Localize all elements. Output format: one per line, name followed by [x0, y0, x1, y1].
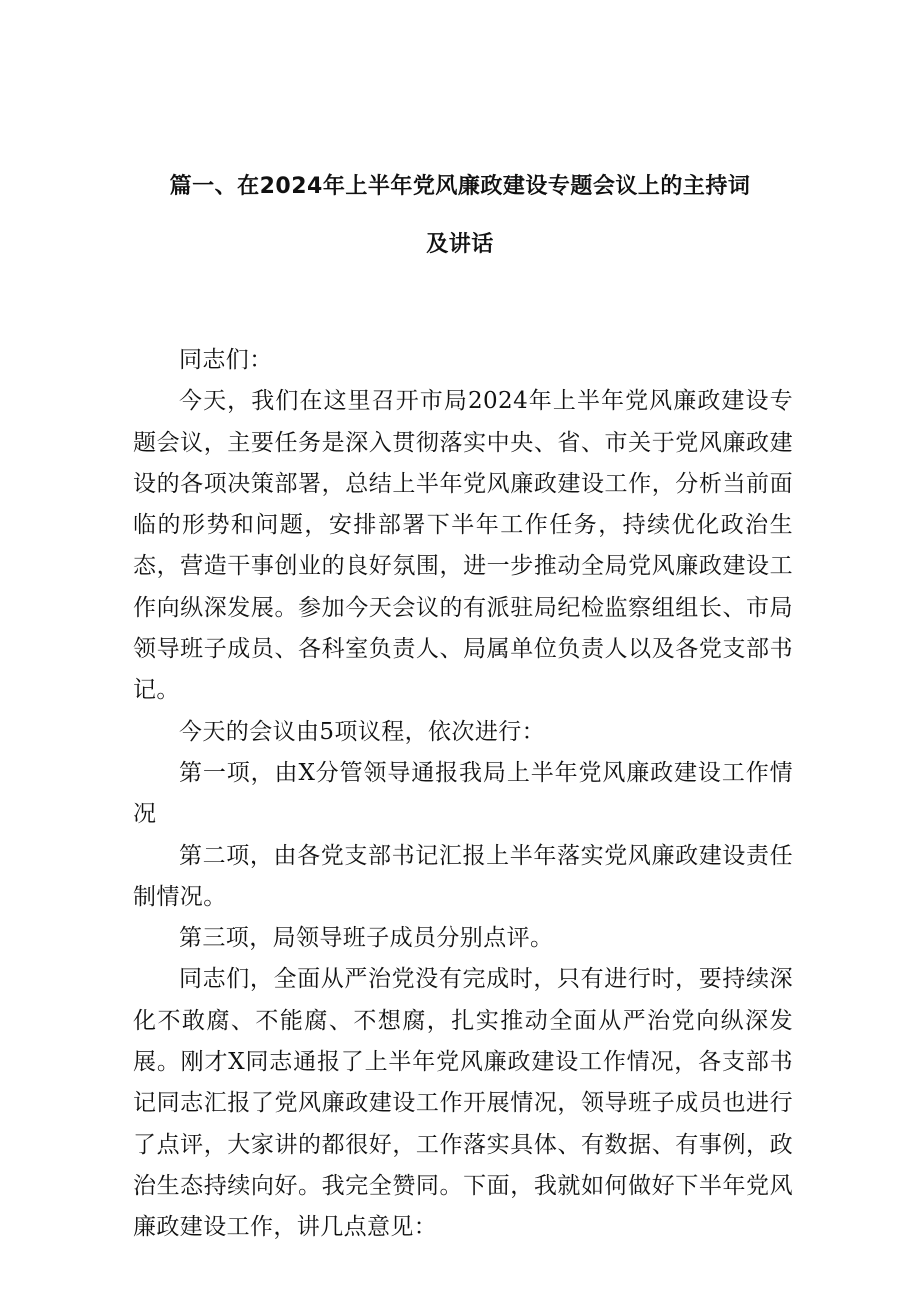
paragraph-agenda-item-3: 第三项，局领导班子成员分别点评。 [179, 925, 554, 952]
paragraph-agenda-intro: 今天的会议由5项议程，依次进行： [179, 718, 546, 745]
paragraph-intro: 今天，我们在这里召开市局2024年上半年党风廉政建设专题会议，主要任务是深入贯彻落实中央、省、市关于党风廉政建设的各项决策部署，总结上半年党风廉政建设工作，分析当前面临的形势和问题，安排部署下半年工作任务，持续优化政治生态，营造干事创业的良好氛围，进一步推动全局党风廉政建设工作向纵深发展。参加今天会议的有派驻局纪检监察组组长、市局领导班子成员、各科室负责人、局属单位负责人以及各党支部书记。 [133, 388, 793, 704]
paragraph-greeting: 同志们： [179, 347, 273, 373]
document-title-line-1: 篇一、在2024年上半年党风廉政建设专题会议上的主持词 [169, 174, 751, 199]
paragraph-agenda-item-1: 第一项，由X分管领导通报我局上半年党风廉政建设工作情况 [133, 759, 793, 828]
document-title-line-2: 及讲话 [426, 232, 494, 257]
paragraph-speech: 同志们，全面从严治党没有完成时，只有进行时，要持续深化不敢腐、不能腐、不想腐，扎实推动全面从严治党向纵深发展。刚才X同志通报了上半年党风廉政建设工作情况，各支部书记同志汇报了党风廉政建设工作开展情况，领导班子成员也进行了点评，大家讲的都很好，工作落实具体、有数据、有事例，政治生态持续向好。我完全赞同。下面，我就如何做好下半年党风廉政建设工作，讲几点意见： [133, 966, 793, 1241]
document-body [133, 340, 793, 1249]
paragraph-agenda-item-2: 第二项，由各党支部书记汇报上半年落实党风廉政建设责任制情况。 [133, 842, 793, 910]
